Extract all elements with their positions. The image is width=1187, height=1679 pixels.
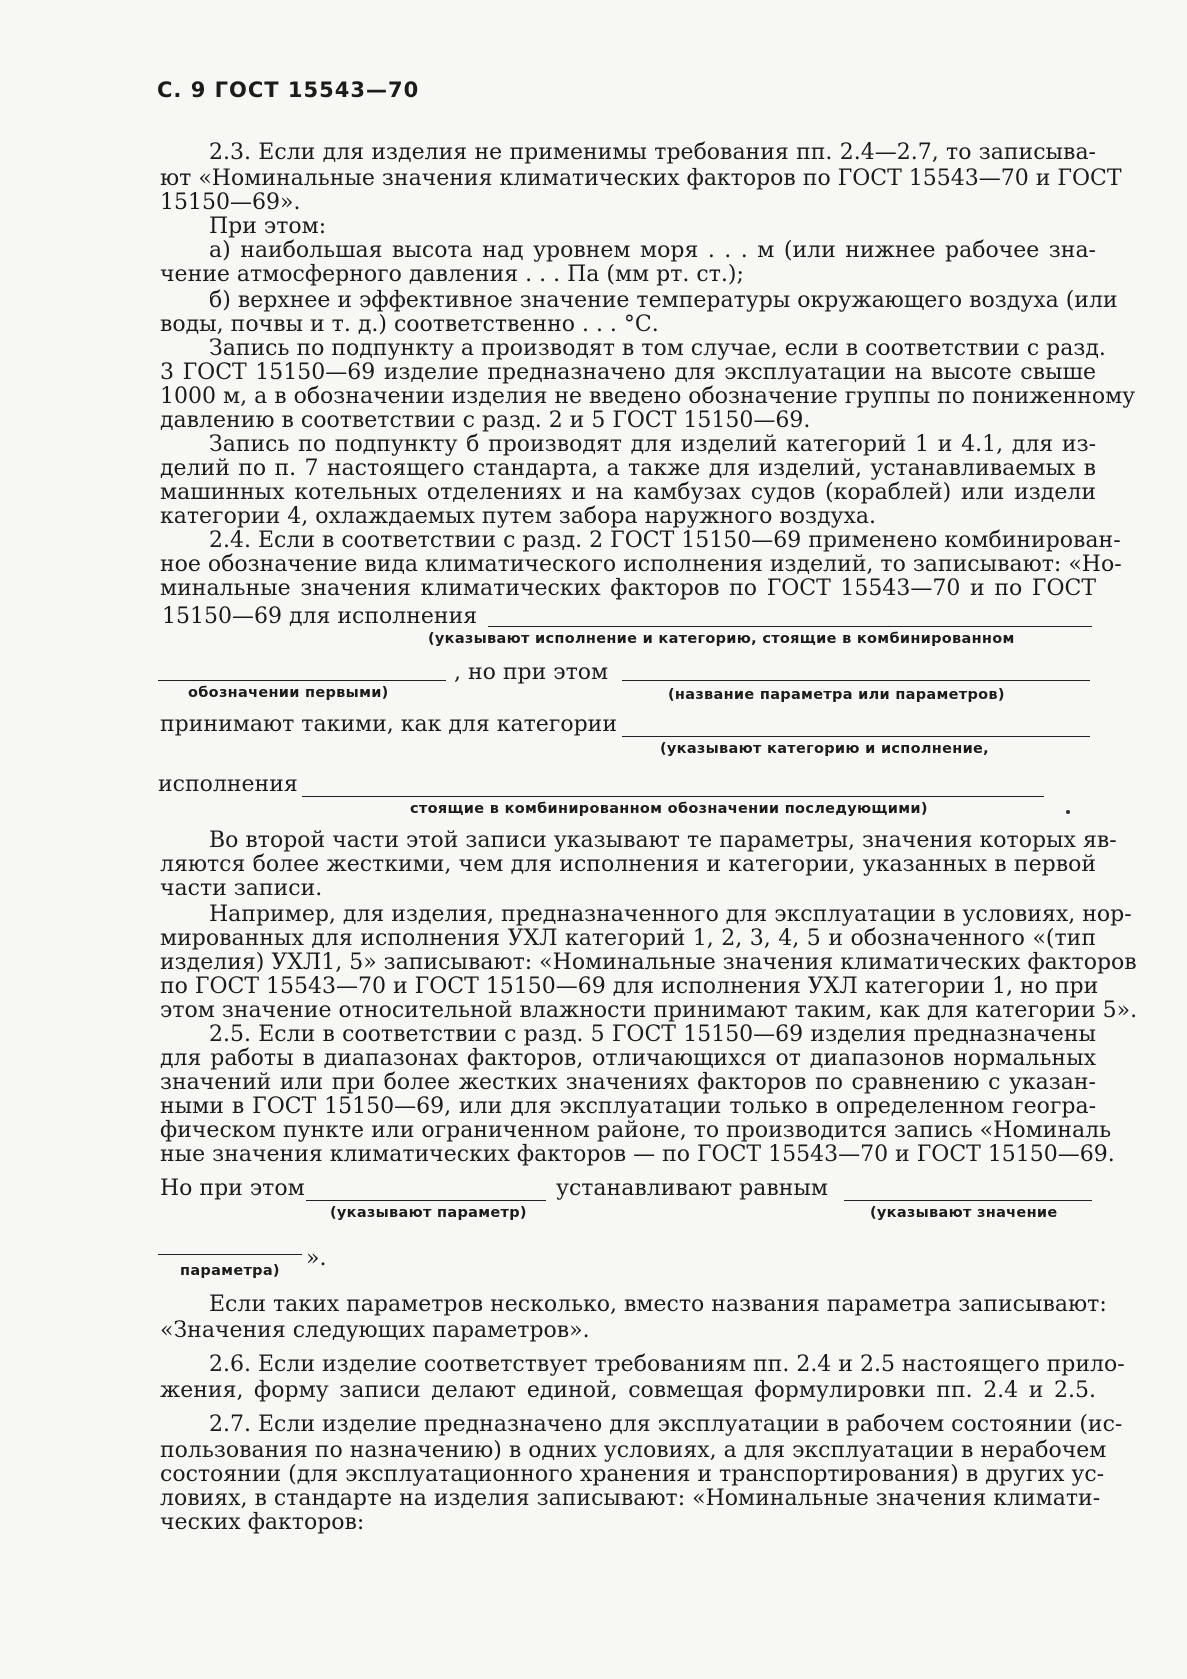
page-header: С. 9 ГОСТ 15543—70 [157, 78, 420, 102]
text-line: чение атмосферного давления . . . Па (мм рт. ст.); [160, 262, 744, 287]
dot-mark [1066, 810, 1070, 814]
text-line: Запись по подпункту б производят для изделий категорий 1 и 4.1, для из- [209, 432, 1096, 457]
text-line: давлению в соответствии с разд. 2 и 5 ГОСТ 15150—69. [160, 408, 811, 433]
text-line: Во второй части этой записи указывают те параметры, значения которых яв- [209, 828, 1117, 853]
text-line: делий по п. 7 настоящего стандарта, а также для изделий, устанавливаемых в [160, 456, 1096, 481]
fill-line [622, 680, 1090, 681]
text-line: фическом пункте или ограниченном районе, то производится запись «Номиналь [160, 1118, 1112, 1143]
form-caption: параметра) [180, 1263, 280, 1279]
form-text: устанавливают равным [556, 1176, 829, 1201]
text-line: При этом: [209, 214, 327, 239]
form-caption: (указывают параметр) [330, 1205, 527, 1221]
text-line: состоянии (для эксплуатационного хранения и транспортирования) в других ус- [160, 1462, 1105, 1487]
form-text: ». [306, 1246, 327, 1271]
text-line: минальные значения климатических факторов по ГОСТ 15543—70 и по ГОСТ [160, 576, 1096, 601]
text-line: ют «Номинальные значения климатических факторов по ГОСТ 15543—70 и ГОСТ [160, 166, 1122, 191]
form-caption: (название параметра или параметров) [668, 687, 1005, 703]
text-line: для работы в диапазонах факторов, отличающихся от диапазонов нормальных [160, 1046, 1096, 1071]
text-line: по ГОСТ 15543—70 и ГОСТ 15150—69 для исполнения УХЛ категории 1, но при [160, 974, 1099, 999]
text-line: пользования по назначению) в одних условиях, а для эксплуатации в нерабочем [160, 1438, 1107, 1463]
text-line: изделия) УХЛ1, 5» записывают: «Номинальные значения климатических факторов [160, 950, 1137, 975]
form-caption: обозначении первыми) [188, 685, 389, 701]
fill-line [158, 680, 446, 681]
text-line: части записи. [160, 876, 323, 901]
form-caption: (указывают значение [870, 1205, 1058, 1221]
form-lead: принимают такими, как для категории [160, 712, 617, 737]
text-line: ляются более жесткими, чем для исполнения и категории, указанных в первой [160, 852, 1096, 877]
form-text: , но при этом [454, 660, 609, 685]
text-line: а) наибольшая высота над уровнем моря . . . м (или нижнее рабочее зна- [209, 238, 1096, 263]
text-line: воды, почвы и т. д.) соответственно . . . °С. [160, 312, 659, 337]
fill-line [488, 626, 1092, 627]
text-line: 2.5. Если в соответствии с разд. 5 ГОСТ 15150—69 изделия предназначены [209, 1022, 1096, 1047]
fill-line [844, 1200, 1092, 1201]
fill-line [622, 736, 1090, 737]
text-line: жения, форму записи делают единой, совмещая формулировки пп. 2.4 и 2.5. [160, 1378, 1096, 1403]
text-line: категории 4, охлаждаемых путем забора наружного воздуха. [160, 504, 876, 529]
text-line: 1000 м, а в обозначении изделия не введено обозначение группы по пониженному [160, 384, 1136, 409]
text-line: ческих факторов: [160, 1510, 365, 1535]
text-line: этом значение относительной влажности принимают таким, как для категории 5». [160, 998, 1138, 1023]
text-line: «Значения следующих параметров». [160, 1318, 590, 1343]
text-line: машинных котельных отделениях и на камбузах судов (кораблей) или издели [160, 480, 1096, 505]
form-caption: стоящие в комбинированном обозначении последующими) [410, 801, 928, 817]
form-lead: исполнения [158, 772, 298, 797]
form-caption: (указывают категорию и исполнение, [660, 741, 989, 757]
form-caption: (указывают исполнение и категорию, стоящие в комбинированном [428, 631, 1015, 647]
text-line: ное обозначение вида климатического исполнения изделий, то записывают: «Но- [160, 552, 1122, 577]
text-line: 2.3. Если для изделия не применимы требования пп. 2.4—2.7, то записыва- [209, 140, 1096, 165]
text-line: Если таких параметров несколько, вместо названия параметра записывают: [209, 1292, 1107, 1317]
fill-line [158, 1254, 302, 1255]
text-line: мированных для исполнения УХЛ категорий 1, 2, 3, 4, 5 и обозначенного «(тип [160, 926, 1096, 951]
text-line: 15150—69». [160, 190, 301, 215]
text-line: Запись по подпункту а производят в том случае, если в соответствии с разд. [209, 336, 1106, 361]
text-line: ные значения климатических факторов — по ГОСТ 15543—70 и ГОСТ 15150—69. [160, 1142, 1115, 1167]
text-line: значений или при более жестких значениях факторов по сравнению с указан- [160, 1070, 1096, 1095]
text-line: ловиях, в стандарте на изделия записывают: «Номинальные значения климати- [160, 1486, 1101, 1511]
text-line: ными в ГОСТ 15150—69, или для эксплуатации только в определенном геогра- [160, 1094, 1096, 1119]
fill-line [302, 796, 1044, 797]
text-line: 2.6. Если изделие соответствует требованиям пп. 2.4 и 2.5 настоящего прило- [209, 1352, 1125, 1377]
text-line: 2.4. Если в соответствии с разд. 2 ГОСТ 15150—69 применено комбинирован- [209, 528, 1121, 553]
text-line: 3 ГОСТ 15150—69 изделие предназначено для эксплуатации на высоте свыше [160, 360, 1096, 385]
text-line: 2.7. Если изделие предназначено для эксплуатации в рабочем состоянии (ис- [209, 1412, 1123, 1437]
fill-line [306, 1200, 546, 1201]
text-line: б) верхнее и эффективное значение температуры окружающего воздуха (или [209, 288, 1118, 313]
text-line: Например, для изделия, предназначенного для эксплуатации в условиях, нор- [209, 902, 1132, 927]
form-lead: Но при этом [160, 1176, 305, 1201]
form-lead: 15150—69 для исполнения [162, 604, 478, 629]
